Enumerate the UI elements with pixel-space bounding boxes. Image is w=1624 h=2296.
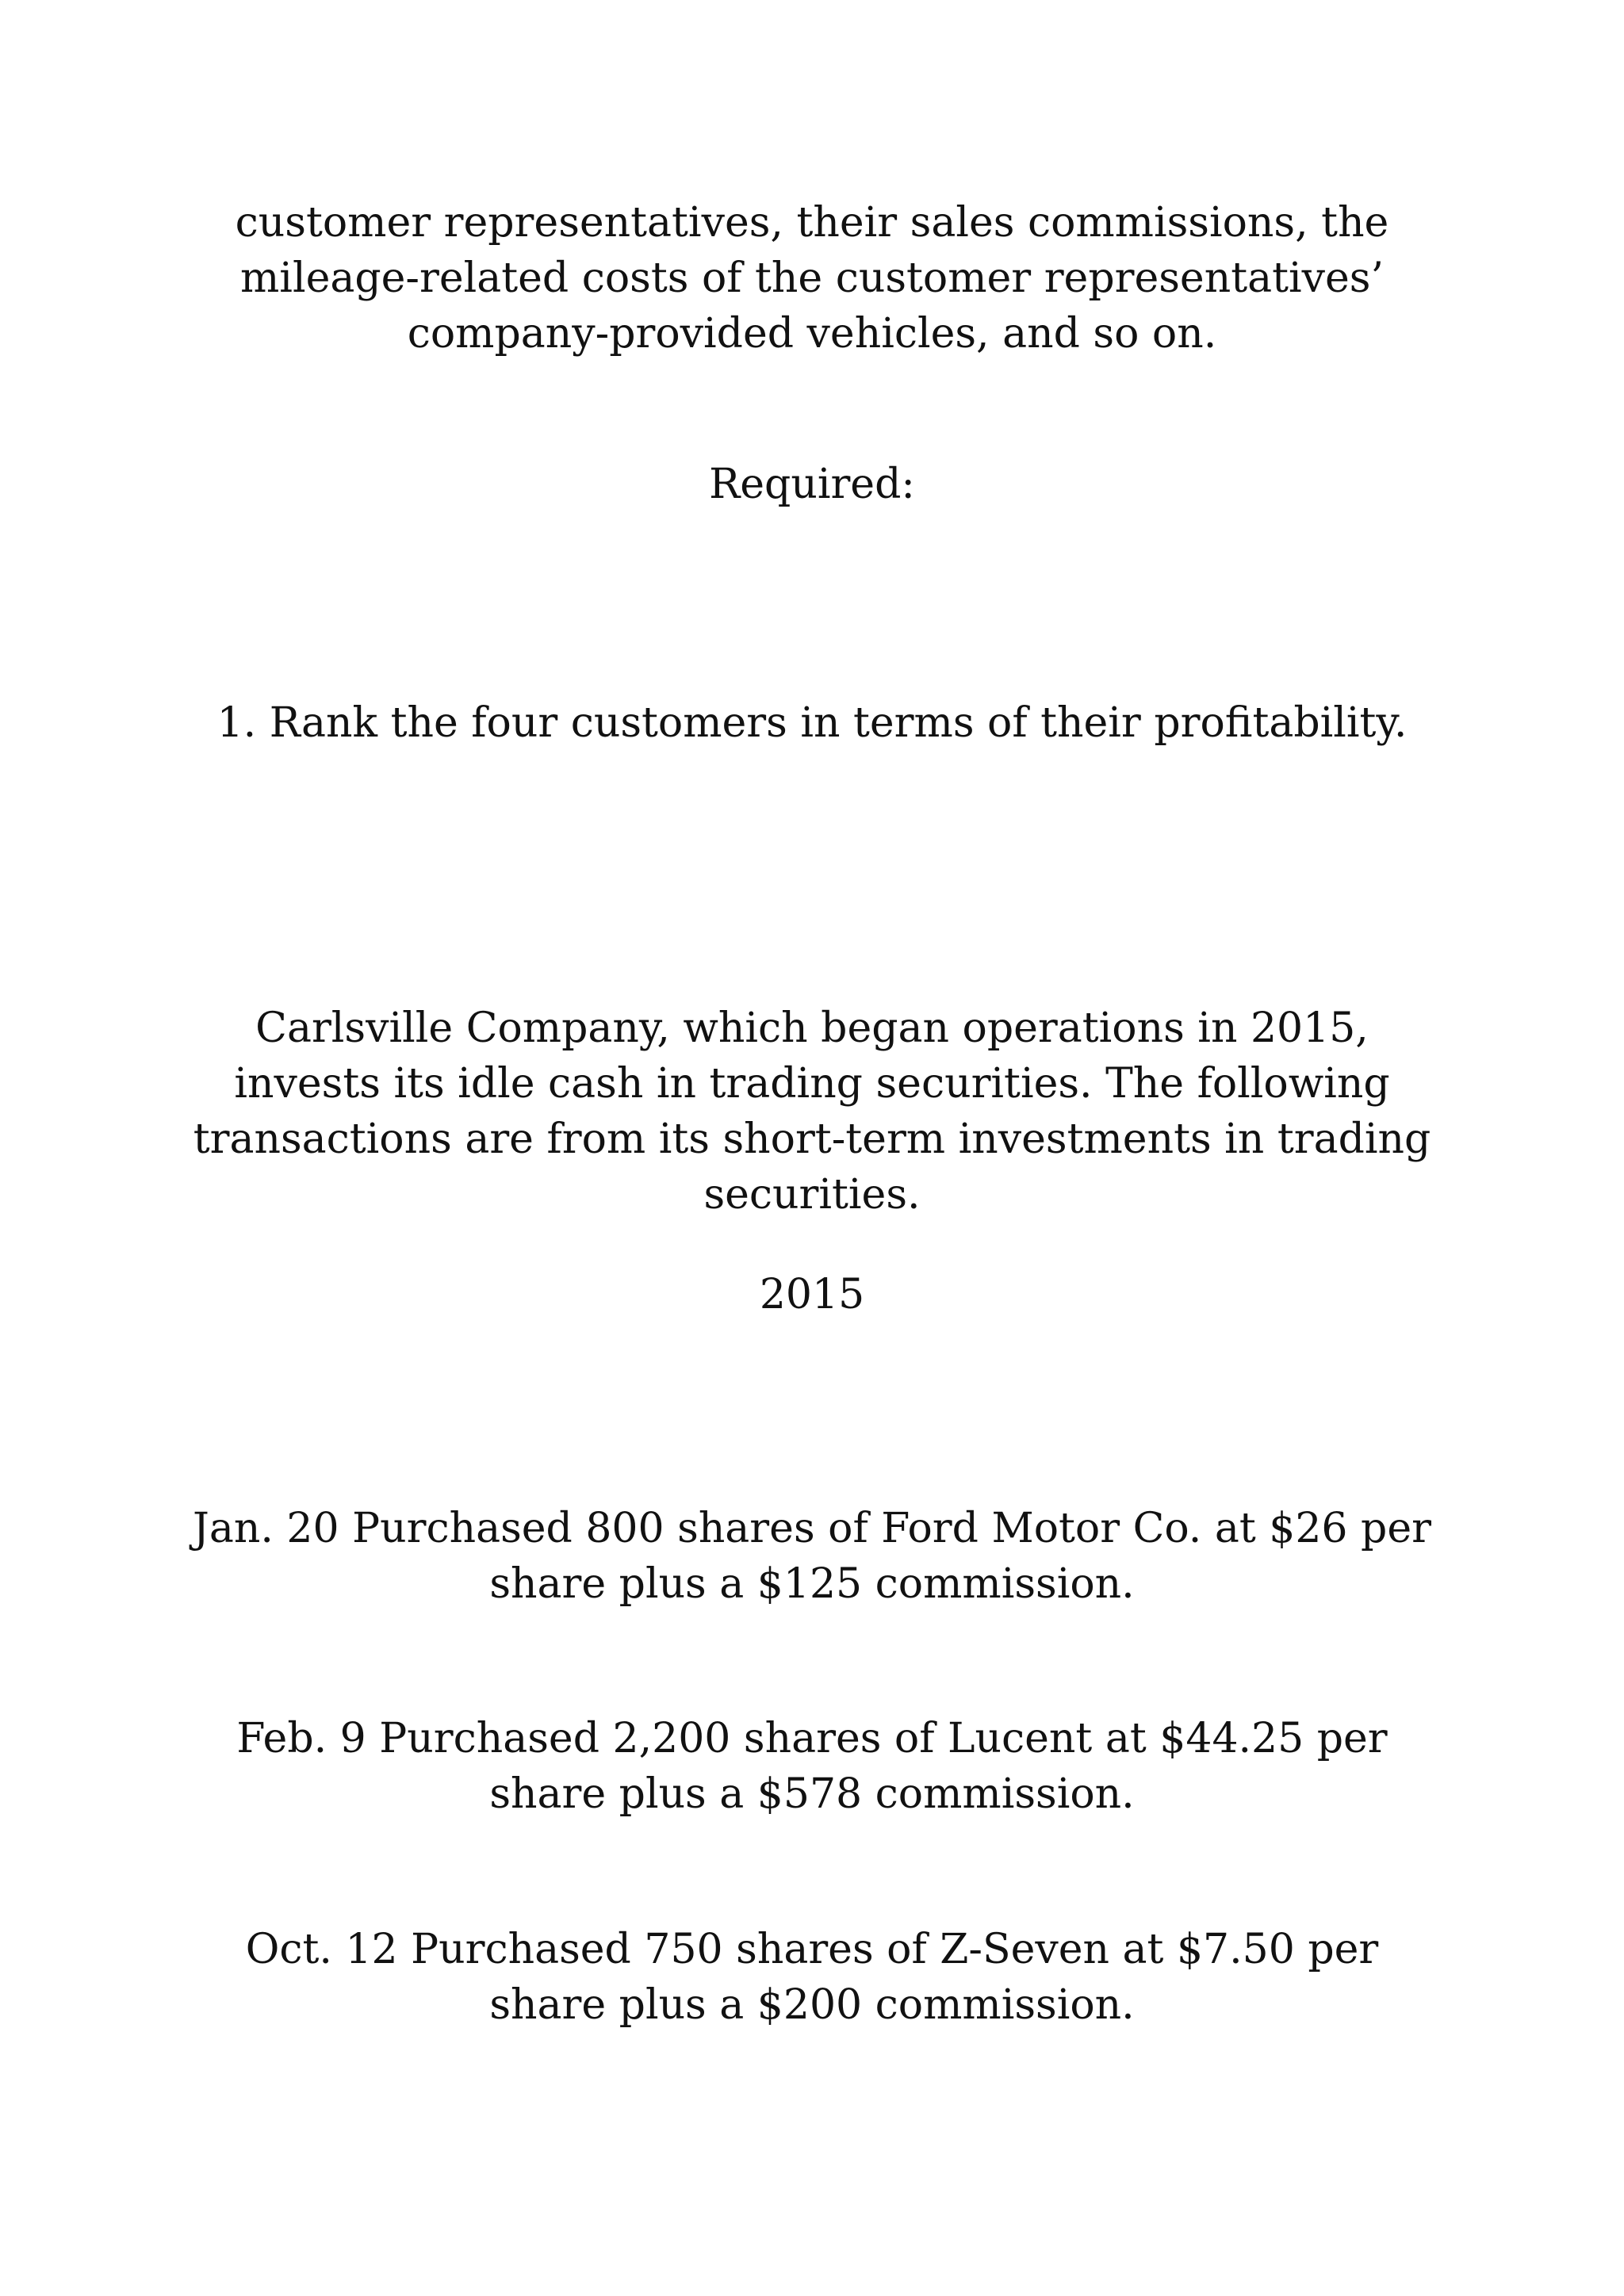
intro-paragraph: customer representatives, their sales commissions, the mileage-related costs of the customer representatives’ company-provided vehicles, and so on. [235,199,1389,358]
transaction-feb-9: Feb. 9 Purchased 2,200 shares of Lucent at $44.25 per share plus a $578 commission. [236,1715,1388,1818]
transaction-jan-20: Jan. 20 Purchased 800 shares of Ford Motor Co. at $26 per share plus a $125 commission. [193,1505,1431,1608]
year-heading: 2015 [759,1271,865,1318]
requirement-1: 1. Rank the four customers in terms of their profitability. [216,699,1408,747]
required-heading: Required: [709,461,915,508]
problem-intro-paragraph: Carlsville Company, which began operations in 2015, invests its idle cash in trading securities. The following transactions are from its short-term investments in trading securities. [193,1004,1431,1219]
transaction-oct-12: Oct. 12 Purchased 750 shares of Z-Seven at $7.50 per share plus a $200 commission. [245,1926,1379,2029]
